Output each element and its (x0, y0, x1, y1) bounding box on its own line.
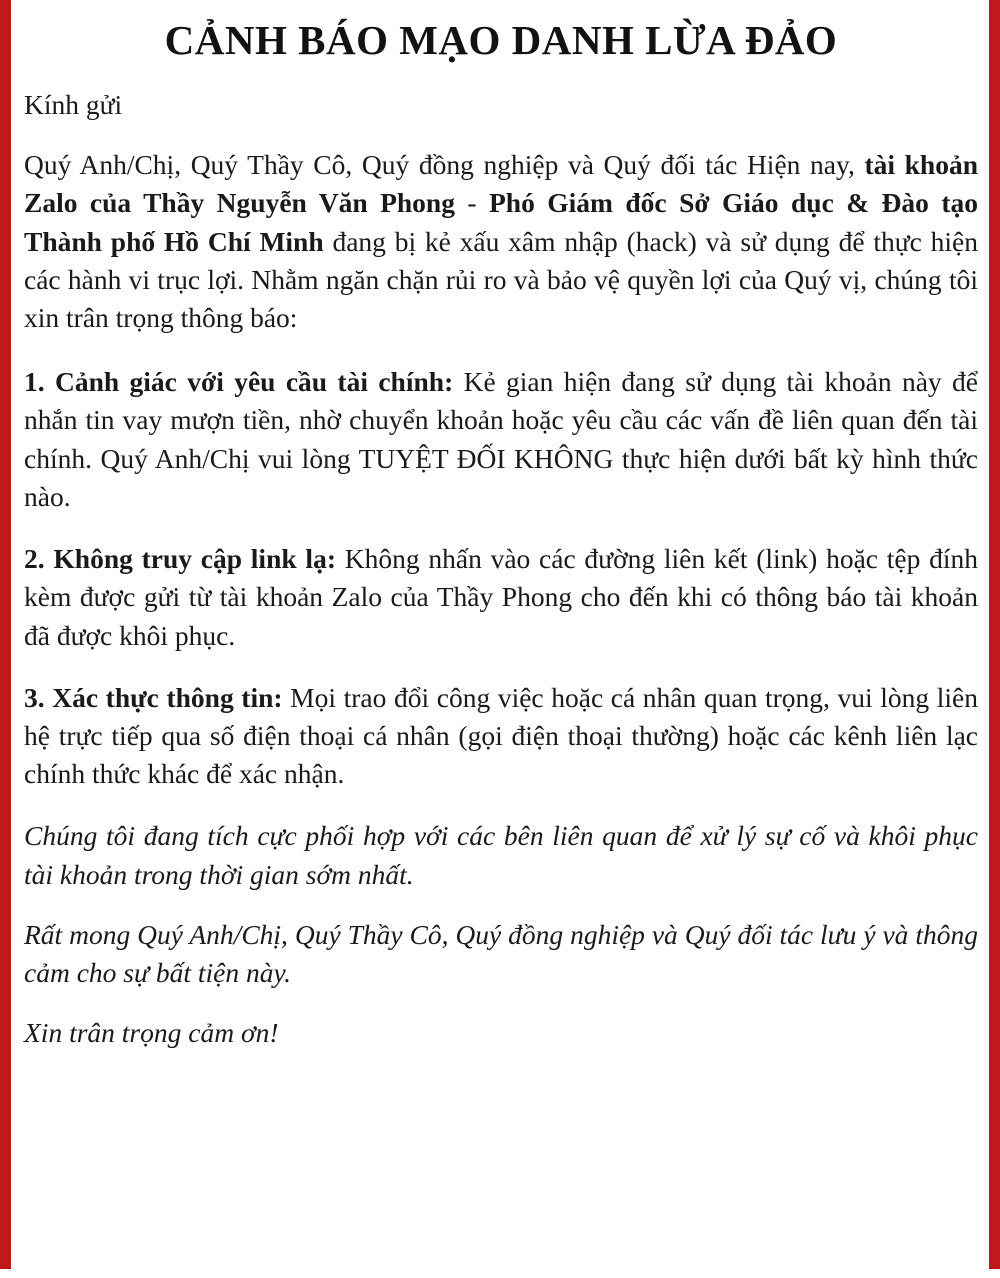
bottom-spacer (0, 1269, 1000, 1278)
right-red-border (989, 0, 1000, 1278)
intro-text-3: đang bị kẻ xấu xâm nhập (hack) và sử dụng để thực hiện các hành vi trục lợi. Nhằm ngăn chặn rủi ro và bảo vệ quyền lợi của Quý vị, chúng tôi xin trân trọng thông báo: (24, 225, 979, 333)
salutation: Kính gửi (24, 88, 123, 120)
page-title: CẢNH BÁO MẠO DANH LỪA ĐẢO (164, 17, 838, 63)
intro-paragraph (24, 146, 978, 337)
closing-paragraph-2: Rất mong Quý Anh/Chị, Quý Thầy Cô, Quý đồng nghiệp và Quý đối tác lưu ý và thông cảm cho sự bất tiện này. (24, 918, 978, 989)
closing-paragraph-1: Chúng tôi đang tích cực phối hợp với các bên liên quan để xử lý sự cố và khôi phục tài khoản trong thời gian sớm nhất. (24, 820, 978, 890)
warning-item-2-body: Không nhấn vào các đường liên kết (link) hoặc tệp đính kèm được gửi từ tài khoản Zalo của Thầy Phong cho đến khi có thông báo tài khoản đã được khôi phục. (24, 543, 978, 651)
warning-item-1-body: Kẻ gian hiện đang sử dụng tài khoản này để nhắn tin vay mượn tiền, nhờ chuyển khoản hoặc yêu cầu các vấn đề liên quan đến tài chính. Quý Anh/Chị vui lòng TUYỆT ĐỐI KHÔNG thực hiện dưới bất kỳ hình thức nào. (24, 366, 978, 512)
warning-item-2-heading: 2. Không truy cập link lạ: (24, 543, 336, 575)
intro-bold-1: tài khoản Zalo của Thầy Nguyễn Văn Phong (24, 149, 979, 219)
warning-item-3-heading: 3. Xác thực thông tin: (24, 681, 283, 713)
warning-item-3 (24, 679, 978, 794)
warning-item-1-heading: 1. Cảnh giác với yêu cầu tài chính: (24, 366, 454, 398)
thanks-line: Xin trân trọng cảm ơn! (24, 1017, 279, 1049)
warning-item-3-body: Mọi trao đổi công việc hoặc cá nhân quan trọng, vui lòng liên hệ trực tiếp qua số điện thoại cá nhân (gọi điện thoại thường) hoặc các kênh liên lạc chính thức khác để xác nhận. (24, 681, 978, 790)
intro-bold-2: Phó Giám đốc Sở Giáo dục & Đào tạo Thành phố Hồ Chí Minh (24, 187, 978, 257)
intro-text-1: Quý Anh/Chị, Quý Thầy Cô, Quý đồng nghiệp và Quý đối tác Hiện nay, (24, 149, 865, 181)
document-content (24, 10, 978, 1278)
warning-item-2 (24, 540, 978, 655)
left-red-border (0, 0, 11, 1278)
intro-text-2: - (454, 187, 489, 219)
warning-item-1 (24, 363, 978, 516)
